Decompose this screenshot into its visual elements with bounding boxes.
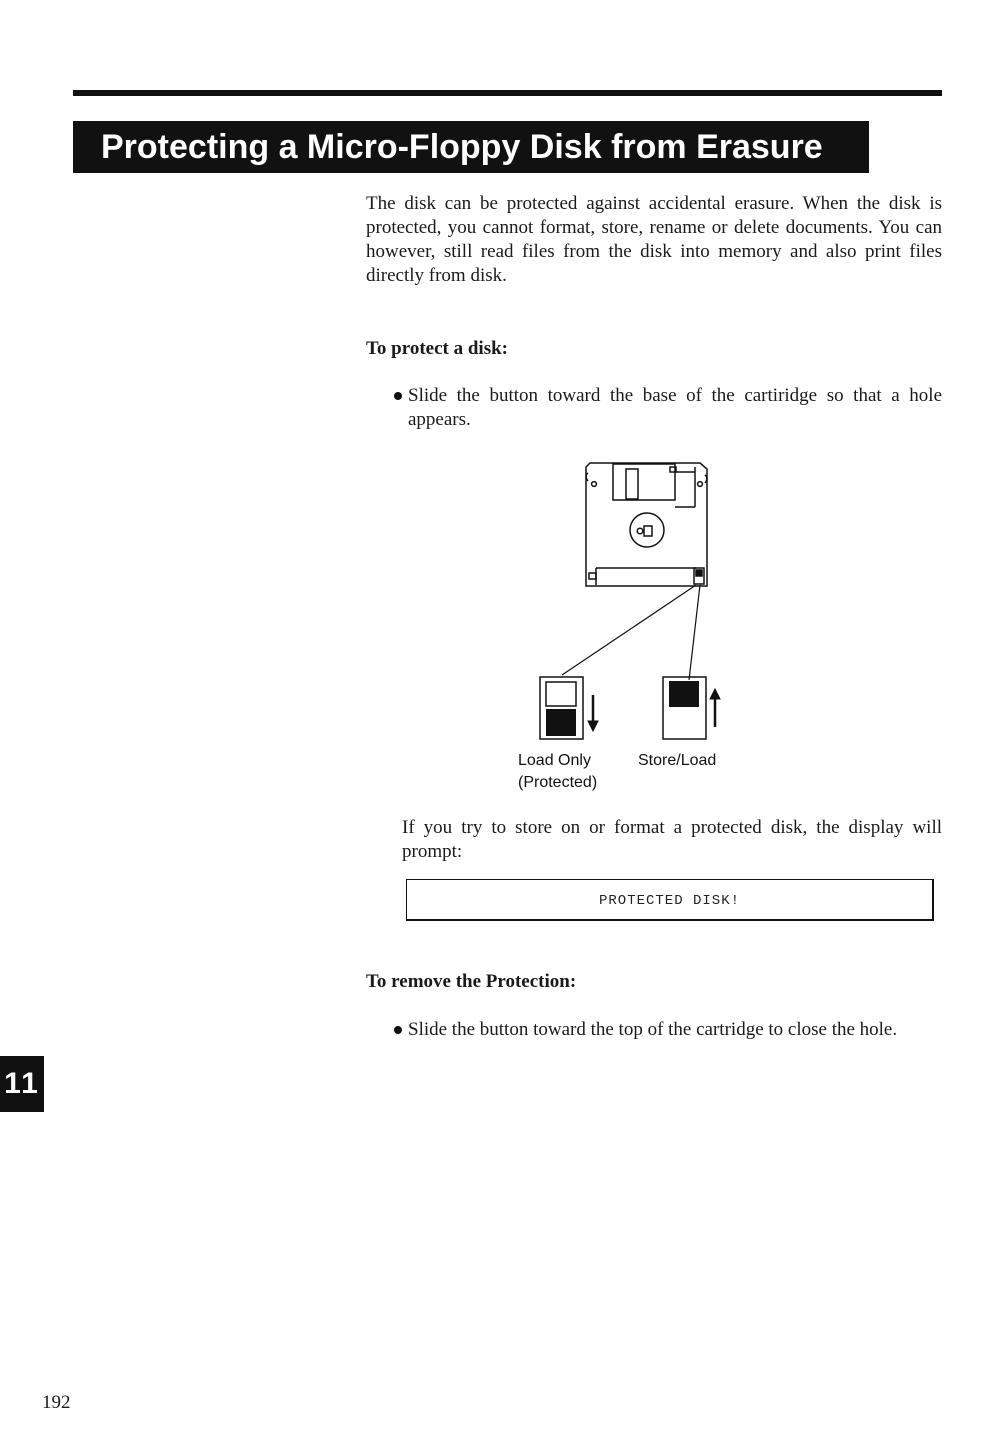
- display-message-box: [406, 879, 934, 921]
- top-rule: [73, 90, 942, 96]
- protect-bullet-item: [408, 384, 942, 432]
- caption-store-load: Store/Load: [638, 752, 717, 769]
- bullet-icon: [394, 1026, 402, 1034]
- title-bar-tail: [869, 121, 942, 173]
- remove-bullet-text: Slide the button toward the top of the cartridge to close the hole.: [408, 1019, 898, 1040]
- title-bar: [73, 121, 942, 173]
- intro-paragraph: The disk can be protected against accidental erasure. When the disk is protected, you cannot format, store, rename or delete documents. You can however, still read files from the disk into memory and also print files directly from disk.: [366, 193, 942, 286]
- display-message: PROTECTED DISK!: [598, 893, 741, 909]
- load-only-switch-icon: [540, 677, 583, 739]
- page-title: Protecting a Micro-Floppy Disk from Erasure: [101, 128, 823, 166]
- protect-bullet-text: Slide the button toward the base of the cartiridge so that a hole appears.: [408, 385, 942, 430]
- remove-bullet-item: [408, 1018, 942, 1042]
- store-load-switch-icon: [663, 677, 706, 739]
- caption-protected: (Protected): [518, 774, 598, 791]
- protect-heading: To protect a disk:: [366, 338, 508, 359]
- chapter-tab: [0, 1056, 44, 1112]
- prompt-paragraph: If you try to store on or format a protected disk, the display will prompt:: [402, 817, 942, 862]
- remove-heading: To remove the Protection:: [366, 971, 577, 992]
- page-number: 192: [42, 1392, 71, 1413]
- arrow-up-icon: [710, 689, 720, 727]
- chapter-number: 11: [4, 1067, 40, 1100]
- caption-load-only: Load Only: [518, 752, 591, 769]
- floppy-disk-diagram: [500, 455, 760, 755]
- bullet-icon: [394, 392, 402, 400]
- pointer-lines: [562, 585, 700, 680]
- arrow-down-icon: [588, 695, 598, 731]
- floppy-disk-icon: [586, 463, 707, 586]
